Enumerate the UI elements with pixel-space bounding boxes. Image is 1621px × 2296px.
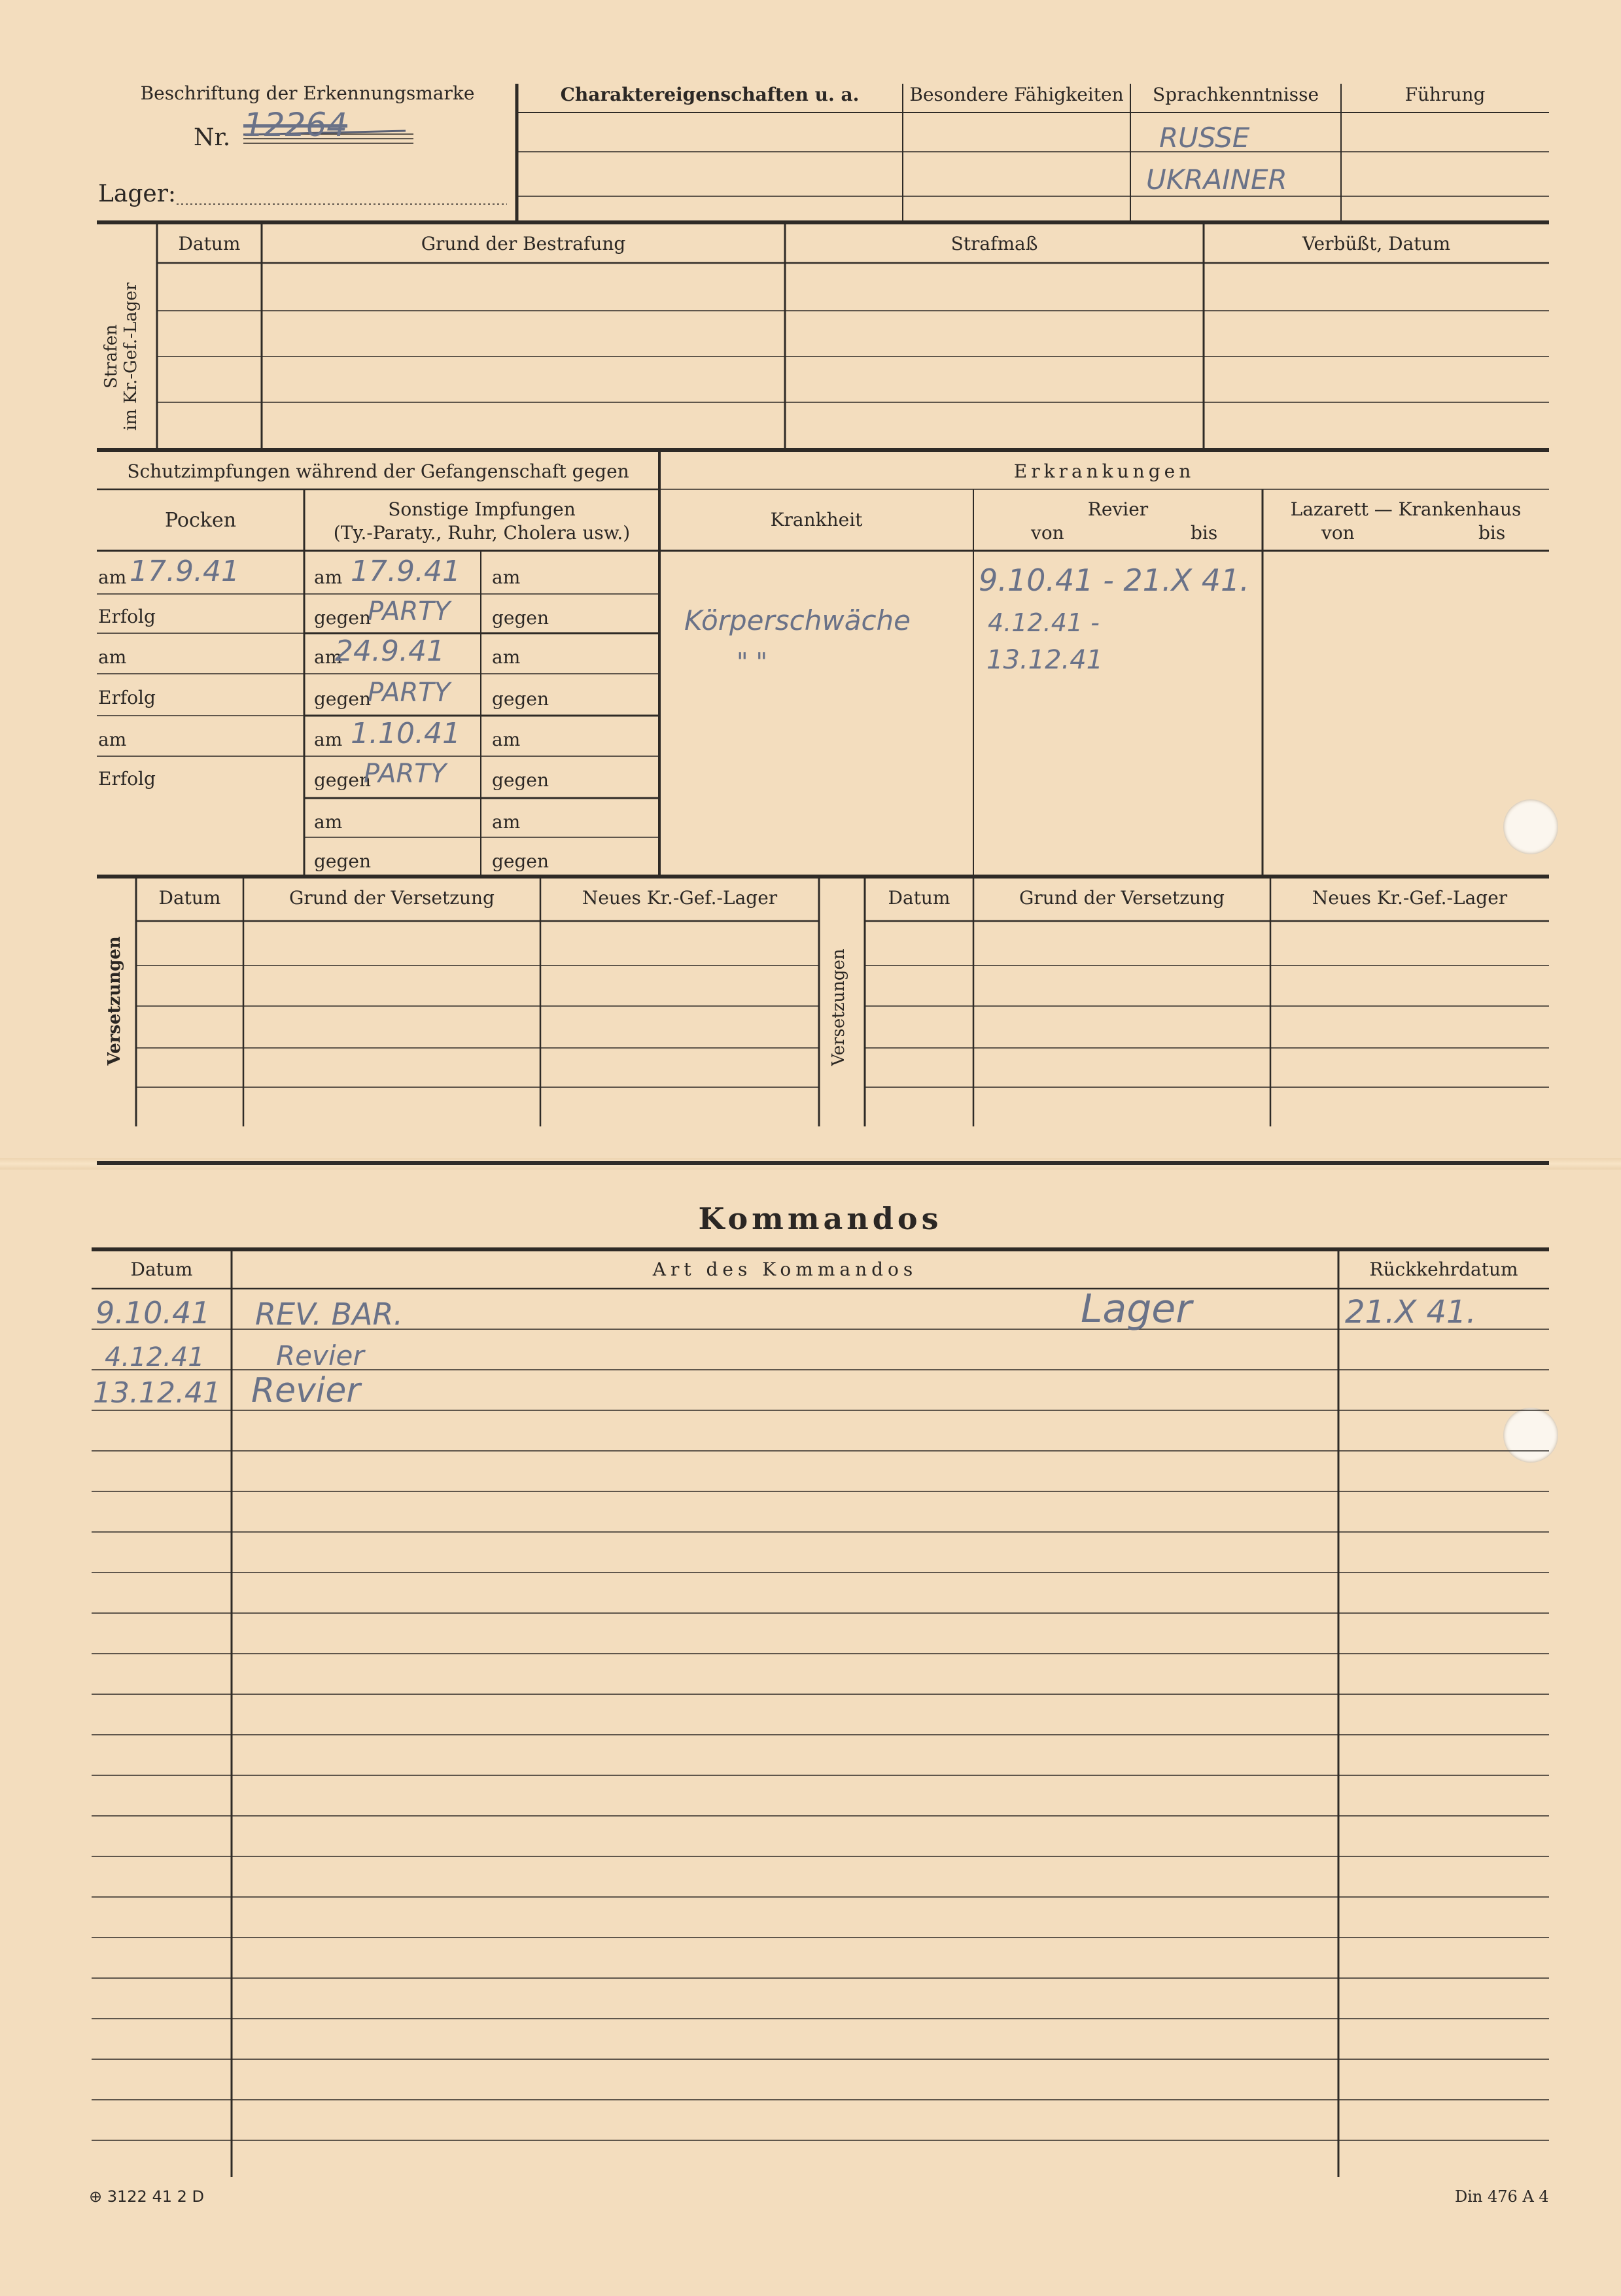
revier-bis: bis xyxy=(1191,522,1218,544)
pocken-erfolg-2: Erfolg xyxy=(98,687,156,708)
sonstige-type-1: PARTY xyxy=(368,597,451,627)
sprache-ukrainer: UKRAINER xyxy=(1146,164,1287,196)
strafen-col-datum: Datum xyxy=(178,233,241,254)
sonstige-gegen-1: gegen xyxy=(314,607,372,629)
sonstige-gegen-4: gegen xyxy=(314,850,372,872)
sonstige-b-am-1: am xyxy=(492,566,521,588)
vers1-col-grund: Grund der Versetzung xyxy=(289,887,495,909)
sonstige-type-3: PARTY xyxy=(364,759,447,789)
faehigkeiten-label: Besondere Fähigkeiten xyxy=(909,84,1124,105)
sonstige-sub: (Ty.-Paraty., Ruhr, Cholera usw.) xyxy=(333,522,631,544)
sonstige-b-gegen-4: gegen xyxy=(492,850,549,872)
sonstige-am-3: am xyxy=(314,729,343,750)
sonstige-b-gegen-1: gegen xyxy=(492,607,549,629)
sonstige-am-1: am xyxy=(314,566,343,588)
sonstige-b-am-2: am xyxy=(492,646,521,668)
footer-left-text: 3122 41 2 D xyxy=(107,2187,205,2206)
lazarett-bis: bis xyxy=(1478,522,1506,544)
footer-mark-icon: ⊕ xyxy=(89,2187,103,2206)
sonstige-b-gegen-3: gegen xyxy=(492,769,549,791)
revier-von: von xyxy=(1031,522,1064,544)
sonstige-gegen-2: gegen xyxy=(314,688,372,710)
footer-left xyxy=(89,2187,204,2206)
fuehrung-label: Führung xyxy=(1404,84,1486,105)
sonstige-b-am-3: am xyxy=(492,729,521,750)
kommandos-col-rueckkehr: Rückkehrdatum xyxy=(1369,1259,1518,1280)
sonstige-b-gegen-2: gegen xyxy=(492,688,549,710)
sonstige-gegen-3: gegen xyxy=(314,769,372,791)
kommando-datum-1: 9.10.41 xyxy=(96,1295,211,1331)
pocken-label: Pocken xyxy=(164,509,237,532)
sonstige-date-2: 24.9.41 xyxy=(335,635,445,668)
kommando-rueckkehr-1: 21.X 41. xyxy=(1345,1294,1476,1331)
revier-entry-1: 9.10.41 - 21.X 41. xyxy=(979,563,1249,598)
pocken-erfolg-1: Erfolg xyxy=(98,606,156,627)
revier-label: Revier xyxy=(1087,498,1149,520)
sonstige-am-4: am xyxy=(314,811,343,833)
kommando-datum-2: 4.12.41 xyxy=(105,1342,205,1372)
erkrankungen-title: Erkrankungen xyxy=(1013,461,1195,482)
strafen-side-label-1: Strafen xyxy=(101,324,121,389)
pocken-am-3: am xyxy=(98,729,127,750)
strafen-col-verbuesst: Verbüßt, Datum xyxy=(1302,233,1451,254)
strafen-side-label-2: im Kr.-Gef.-Lager xyxy=(121,282,141,431)
sonstige-b-am-4: am xyxy=(492,811,521,833)
nr-value: 12264 xyxy=(243,106,348,144)
sonstige-date-3: 1.10.41 xyxy=(351,717,461,750)
vers2-col-datum: Datum xyxy=(888,887,950,909)
sprache-russe: RUSSE xyxy=(1159,122,1250,154)
sprachkenntnisse-label: Sprachkenntnisse xyxy=(1152,84,1319,105)
sonstige-type-2: PARTY xyxy=(368,678,451,708)
pocken-am-1: am xyxy=(98,566,127,588)
revier-entry-3: 13.12.41 xyxy=(986,645,1104,675)
vers2-col-lager: Neues Kr.-Gef.-Lager xyxy=(1312,887,1508,909)
vers2-col-grund: Grund der Versetzung xyxy=(1019,887,1225,909)
kommando-art-2: Revier xyxy=(276,1340,364,1372)
pocken-date-1: 17.9.41 xyxy=(130,555,239,588)
krankheit-entry-3: " " xyxy=(737,648,768,676)
kommando-note-1: Lager xyxy=(1081,1286,1192,1332)
pocken-am-2: am xyxy=(98,646,127,668)
kommando-datum-3: 13.12.41 xyxy=(93,1376,221,1410)
pocken-erfolg-3: Erfolg xyxy=(98,768,156,790)
lager-label: Lager: xyxy=(98,181,177,207)
strafen-col-grund: Grund der Bestrafung xyxy=(421,233,626,254)
krankheit-entry-2: Körperschwäche xyxy=(684,604,911,636)
footer-right: Din 476 A 4 xyxy=(1455,2187,1549,2206)
charakter-label: Charaktereigenschaften u. a. xyxy=(560,84,860,105)
kommandos-title: Kommandos xyxy=(698,1201,943,1236)
vers1-col-datum: Datum xyxy=(158,887,221,909)
versetzungen-side-label-2: Versetzungen xyxy=(829,948,848,1066)
versetzungen-side-label-1: Versetzungen xyxy=(105,936,124,1066)
revier-entry-2: 4.12.41 - xyxy=(988,608,1100,637)
kommandos-col-datum: Datum xyxy=(130,1259,193,1280)
erkennungsmarke-label: Beschriftung der Erkennungsmarke xyxy=(140,82,475,104)
krankheit-label: Krankheit xyxy=(770,509,863,531)
kommando-art-3: Revier xyxy=(251,1371,360,1410)
sonstige-label: Sonstige Impfungen xyxy=(388,498,576,520)
nr-label: Nr. xyxy=(194,124,231,151)
lazarett-label: Lazarett — Krankenhaus xyxy=(1290,498,1522,520)
lazarett-von: von xyxy=(1321,522,1355,544)
impfungen-title: Schutzimpfungen während der Gefangenschaft gegen xyxy=(127,461,629,482)
vers1-col-lager: Neues Kr.-Gef.-Lager xyxy=(582,887,778,909)
strafen-col-strafmass: Strafmaß xyxy=(950,233,1038,254)
sonstige-date-1: 17.9.41 xyxy=(351,555,461,588)
kommandos-col-art: Art des Kommandos xyxy=(652,1259,918,1280)
strafen-side-label xyxy=(101,265,160,448)
sonstige-am-2: am xyxy=(314,646,343,668)
kommando-art-1: REV. BAR. xyxy=(255,1296,404,1332)
